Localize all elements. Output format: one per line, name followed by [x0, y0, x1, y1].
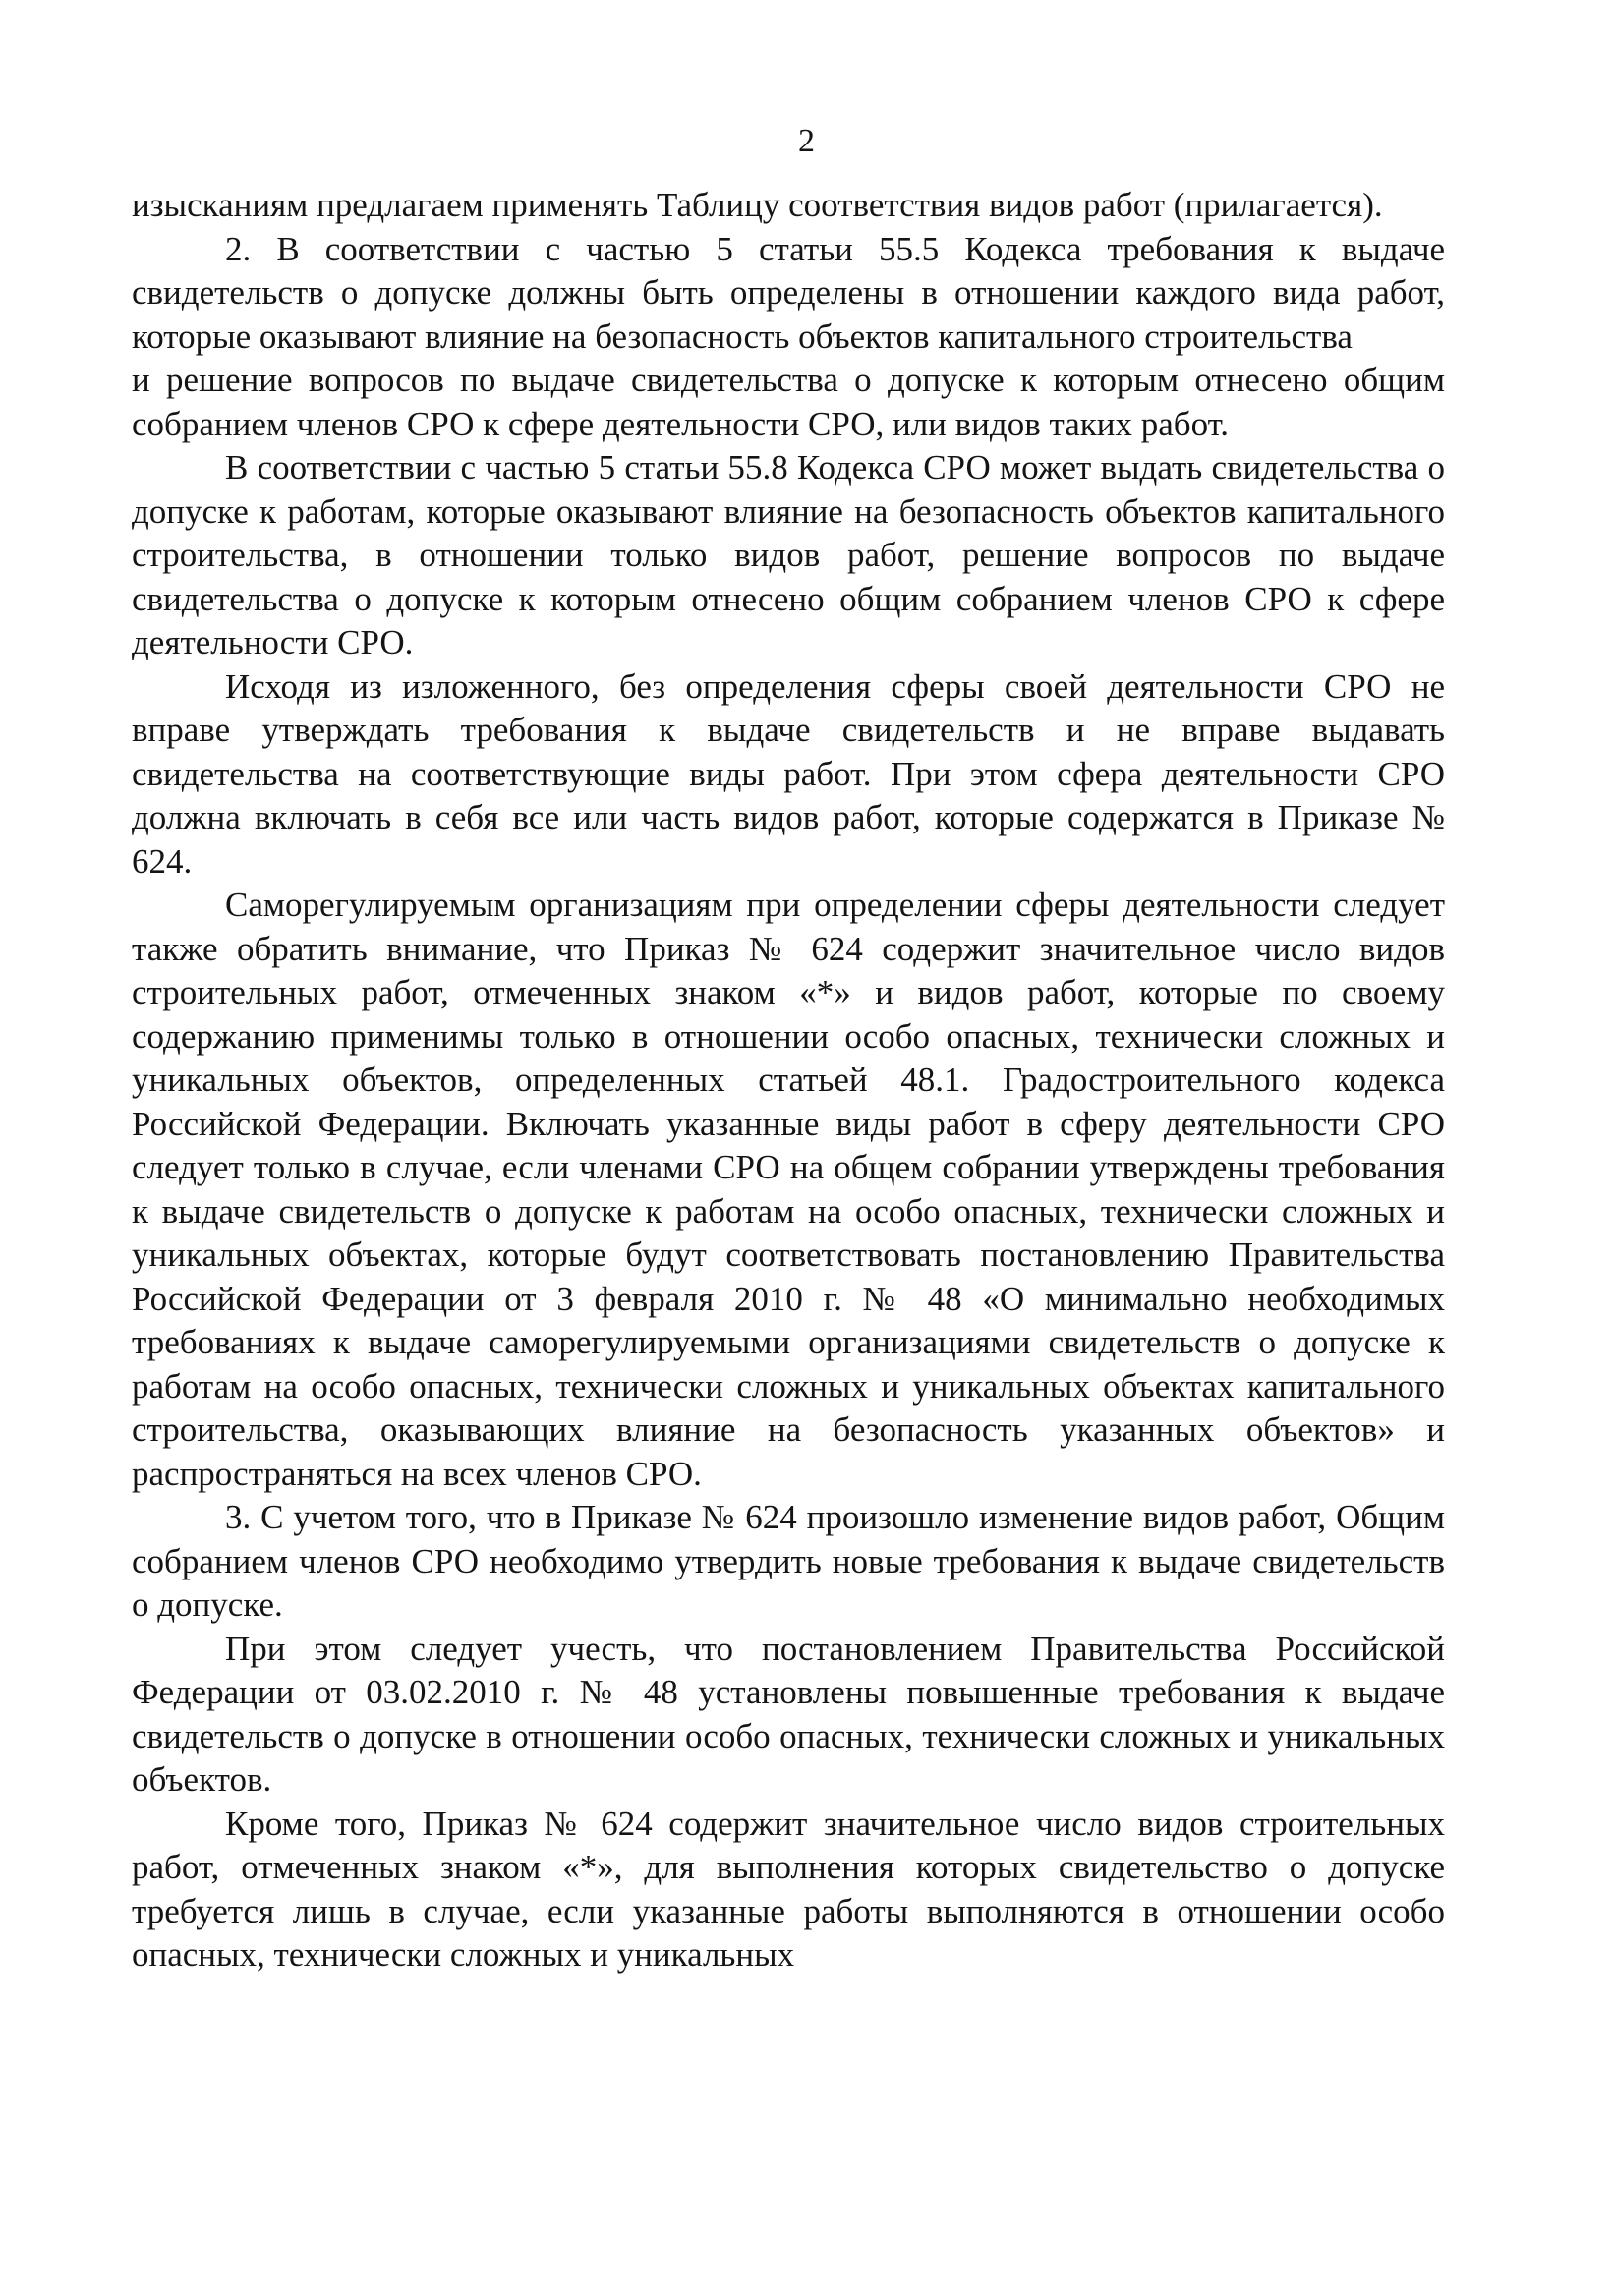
paragraph: изысканиям предлагаем применять Таблицу соответствия видов работ (прилагается).	[132, 186, 1383, 224]
paragraph: 3. С учетом того, что в Приказе № 624 произошло изменение видов работ, Общим собранием членов СРО необходимо утвердить новые требования к выдаче свидетельств о допуске.	[132, 1498, 1445, 1624]
paragraph: Саморегулируемым организациям при определении сферы деятельности следует также обратить внимание, что Приказ № 624 содержит значительное число видов строительных работ, отмеченных знаком «*» и видов работ, которые по своему содержанию применимы только в отношении особо опасных, технически сложных и уникальных объектов, определенных статьей 48.1. Градостроительного кодекса Российской Федерации. Включать указанные виды работ в сферу деятельности СРО следует только в случае, если членами СРО на общем собрании утверждены требования к выдаче свидетельств о допуске к работам на особо опасных, технически сложных и уникальных объектах, которые будут соответствовать постановлению Правительства Российской Федерации от 3 февраля 2010 г. № 48 «О минимально необходимых требованиях к выдаче саморегулируемыми организациями свидетельств о допуске к работам на особо опасных, технически сложных и уникальных объектах капитального строительства, оказывающих влияние на безопасность указанных объектов» и распространяться на всех членов СРО.	[132, 886, 1445, 1493]
paragraph: Исходя из изложенного, без определения сферы своей деятельности СРО не вправе утверждать требования к выдаче свидетельств и не вправе выдавать свидетельства на соответствующие виды работ. При этом сфера деятельности СРО должна включать в себя все или часть видов работ, которые содержатся в Приказе № 624.	[132, 666, 1445, 881]
paragraph: 2. В соответствии с частью 5 статьи 55.5 Кодекса требования к выдаче свидетельств о допуске должны быть определены в отношении каждого вида работ, которые оказывают влияние на безопасность объектов капитального строительства	[132, 229, 1445, 356]
paragraph: и решение вопросов по выдаче свидетельства о допуске к которым отнесено общим собранием членов СРО к сфере деятельности СРО, или видов таких работ.	[132, 361, 1445, 443]
document-body	[132, 184, 1445, 1978]
paragraph: При этом следует учесть, что постановлением Правительства Российской Федерации от 03.02.2010 г. № 48 установлены повышенные требования к выдаче свидетельств о допуске в отношении особо опасных, технически сложных и уникальных объектов.	[132, 1629, 1445, 1799]
paragraph: В соответствии с частью 5 статьи 55.8 Кодекса СРО может выдать свидетельства о допуске к работам, которые оказывают влияние на безопасность объектов капитального строительства, в отношении только видов работ, решение вопросов по выдаче свидетельства о допуске к которым отнесено общим собранием членов СРО к сфере деятельности СРО.	[132, 448, 1445, 661]
paragraph: Кроме того, Приказ № 624 содержит значительное число видов строительных работ, отмеченных знаком «*», для выполнения которых свидетельство о допуске требуется лишь в случае, если указанные работы выполняются в отношении особо опасных, технически сложных и уникальных	[132, 1804, 1445, 1974]
page-number: 2	[798, 123, 815, 159]
